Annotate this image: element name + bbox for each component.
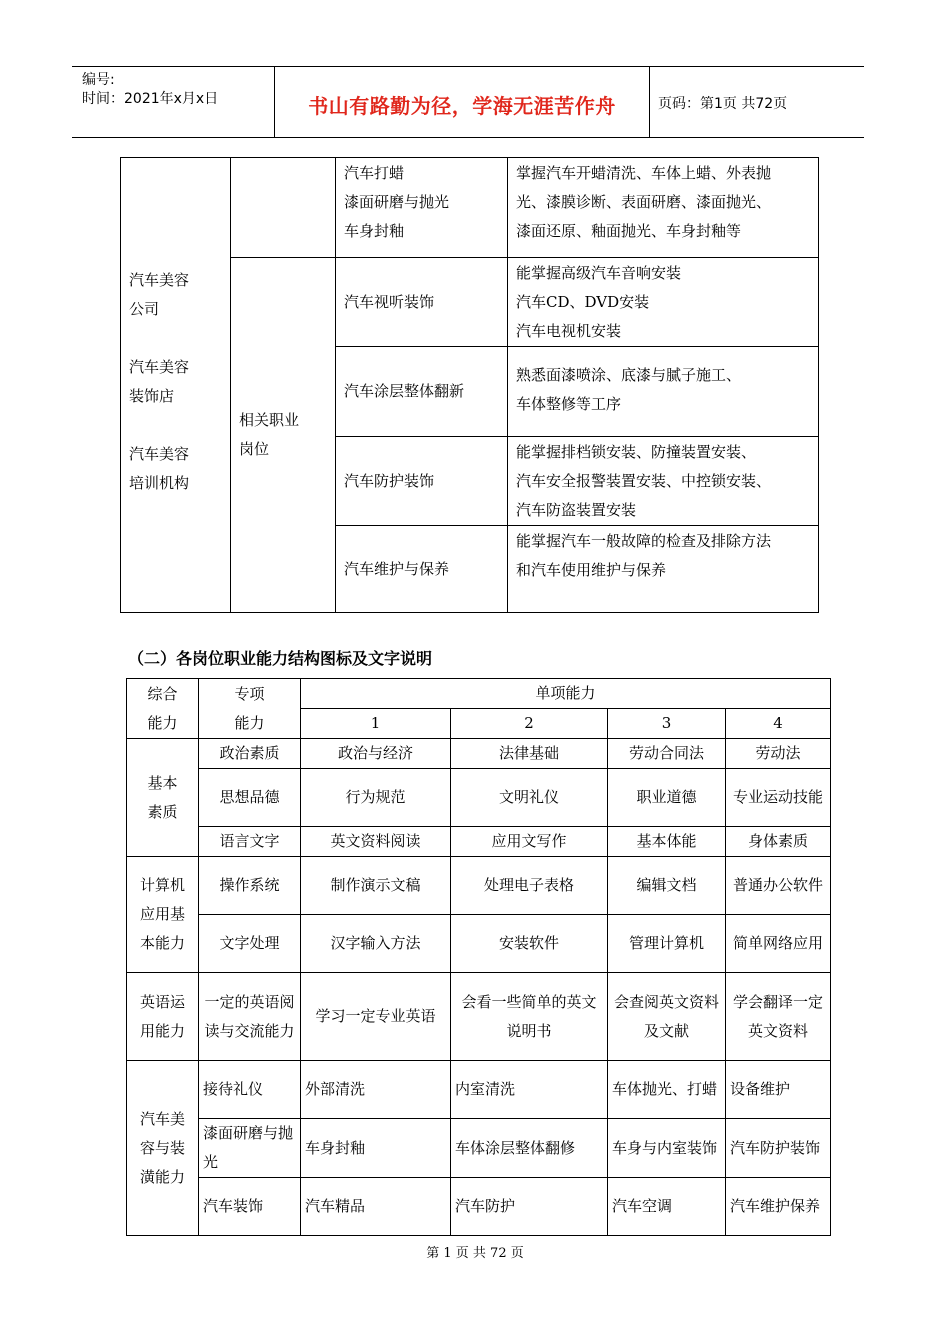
company-line: 汽车美容 [129,271,190,289]
post-cell: 汽车维护与保养 [336,526,508,613]
post-cell [336,158,508,258]
table-cell: 文字处理 [199,915,301,973]
header-info [72,67,274,137]
table-cell: 制作演示文稿 [301,857,451,915]
table-cell: 劳动合同法 [608,739,726,769]
page-footer: 第 1 页 共 72 页 [426,1246,524,1261]
header-line: 综合 [147,684,178,703]
desc-line: 汽车CD、DVD安装 [516,293,650,311]
table-cell: 基本体能 [608,827,726,857]
company-line: 汽车美容 [129,445,190,463]
job-post-table [120,157,819,613]
post-cell: 汽车视听装饰 [336,258,508,347]
post-line: 车身封釉 [344,222,405,240]
table-cell: 处理电子表格 [451,857,608,915]
table-cell: 外部清洗 [301,1061,451,1119]
header-motto-cell [274,67,650,137]
desc-cell [508,347,819,437]
header-num: 3 [608,709,726,739]
table-cell: 政治素质 [199,739,301,769]
group-line: 英语运 [139,992,185,1011]
post-line: 汽车打蜡 [344,164,405,182]
table-cell: 接待礼仪 [199,1061,301,1119]
table-cell: 语言文字 [199,827,301,857]
table-cell: 学习一定专业英语 [301,973,451,1061]
table-cell: 汉字输入方法 [301,915,451,973]
post-cell: 汽车防护装饰 [336,437,508,526]
desc-cell [508,158,819,258]
desc-line: 汽车安全报警装置安装、中控锁安装、 [516,472,772,490]
table-cell: 会查阅英文资料及文献 [608,973,726,1061]
table-cell: 管理计算机 [608,915,726,973]
desc-line: 光、漆膜诊断、表面研磨、漆面抛光、 [516,193,772,211]
table-cell: 编辑文档 [608,857,726,915]
related-line: 岗位 [239,440,270,458]
table-cell: 劳动法 [726,739,831,769]
header-num: 2 [451,709,608,739]
header-motto: 书山有路勤为径，学海无涯苦作舟 [308,94,616,118]
group-name [127,739,199,857]
desc-line: 漆面还原、釉面抛光、车身封釉等 [516,222,742,240]
table-cell: 身体素质 [726,827,831,857]
group-name [127,973,199,1061]
table-cell: 汽车维护保养 [726,1178,831,1236]
table-cell: 车身与内室装饰 [608,1119,726,1178]
table-cell: 会看一些简单的英文说明书 [451,973,608,1061]
related-posts-cell [231,258,336,613]
group-line: 本能力 [139,934,185,952]
table-cell: 学会翻译一定英文资料 [726,973,831,1061]
header-comprehensive [127,679,199,739]
post-line: 漆面研磨与抛光 [344,193,450,211]
table-cell: 英文资料阅读 [301,827,451,857]
table-cell: 普通办公软件 [726,857,831,915]
company-line: 培训机构 [129,474,190,492]
table-cell: 设备维护 [726,1061,831,1119]
table-cell: 法律基础 [451,739,608,769]
desc-line: 掌握汽车开蜡清洗、车体上蜡、外表抛 [516,164,772,182]
table-cell: 汽车装饰 [199,1178,301,1236]
desc-line: 能掌握高级汽车音响安装 [516,264,682,282]
table-cell: 简单网络应用 [726,915,831,973]
company-types-cell [121,158,231,613]
group-name [127,857,199,973]
desc-line: 汽车防盗装置安装 [516,501,637,519]
table-cell: 车身封釉 [301,1119,451,1178]
group-line: 应用基 [139,905,185,923]
section-title: （二）各岗位职业能力结构图标及文字说明 [128,649,433,668]
group-line: 计算机 [139,876,185,894]
table-cell: 思想品德 [199,769,301,827]
group-line: 基本 [147,773,178,792]
group-line: 素质 [147,802,178,821]
desc-cell [508,437,819,526]
header-page-label: 页码：第1页 共72页 [658,96,788,112]
table-cell: 专业运动技能 [726,769,831,827]
table-cell: 汽车精品 [301,1178,451,1236]
header-num: 4 [726,709,831,739]
table-cell: 行为规范 [301,769,451,827]
desc-line: 汽车电视机安装 [516,322,622,340]
table-cell: 车体涂层整体翻修 [451,1119,608,1178]
desc-line: 能掌握排档锁安装、防撞装置安装、 [516,443,757,461]
empty-cell [231,158,336,258]
company-line: 公司 [129,300,160,318]
table-cell: 政治与经济 [301,739,451,769]
company-line: 装饰店 [129,387,175,405]
desc-line: 熟悉面漆喷涂、底漆与腻子施工、 [516,366,742,384]
desc-cell [508,258,819,347]
group-line: 容与装 [139,1138,185,1157]
ability-table [126,678,831,1236]
table-cell: 应用文写作 [451,827,608,857]
header-special [199,679,301,739]
table-cell: 文明礼仪 [451,769,608,827]
desc-line: 和汽车使用维护与保养 [516,561,667,579]
group-line: 用能力 [139,1021,185,1040]
header-line: 能力 [234,713,265,732]
group-line: 汽车美 [139,1109,185,1128]
table-cell: 汽车防护装饰 [726,1119,831,1178]
desc-cell [508,526,819,613]
desc-line: 能掌握汽车一般故障的检查及排除方法 [516,532,772,550]
related-line: 相关职业 [239,411,300,429]
header-single: 单项能力 [301,679,831,709]
table-cell: 一定的英语阅读与交流能力 [199,973,301,1061]
table-cell: 职业道德 [608,769,726,827]
desc-line: 车体整修等工序 [516,395,622,413]
group-name [127,1061,199,1236]
table-cell: 汽车防护 [451,1178,608,1236]
header-line: 专项 [234,684,265,703]
table-cell: 车体抛光、打蜡 [608,1061,726,1119]
company-line: 汽车美容 [129,358,190,376]
number-label: 编号: [82,72,115,88]
page-header [72,66,864,138]
table-cell: 内室清洗 [451,1061,608,1119]
table-cell: 汽车空调 [608,1178,726,1236]
group-line: 潢能力 [139,1167,185,1186]
table-cell: 安装软件 [451,915,608,973]
time-label: 时间：2021年x月x日 [82,91,219,107]
table-cell: 操作系统 [199,857,301,915]
header-line: 能力 [147,713,178,732]
header-num: 1 [301,709,451,739]
table-cell: 漆面研磨与抛光 [199,1119,301,1178]
post-cell: 汽车涂层整体翻新 [336,347,508,437]
